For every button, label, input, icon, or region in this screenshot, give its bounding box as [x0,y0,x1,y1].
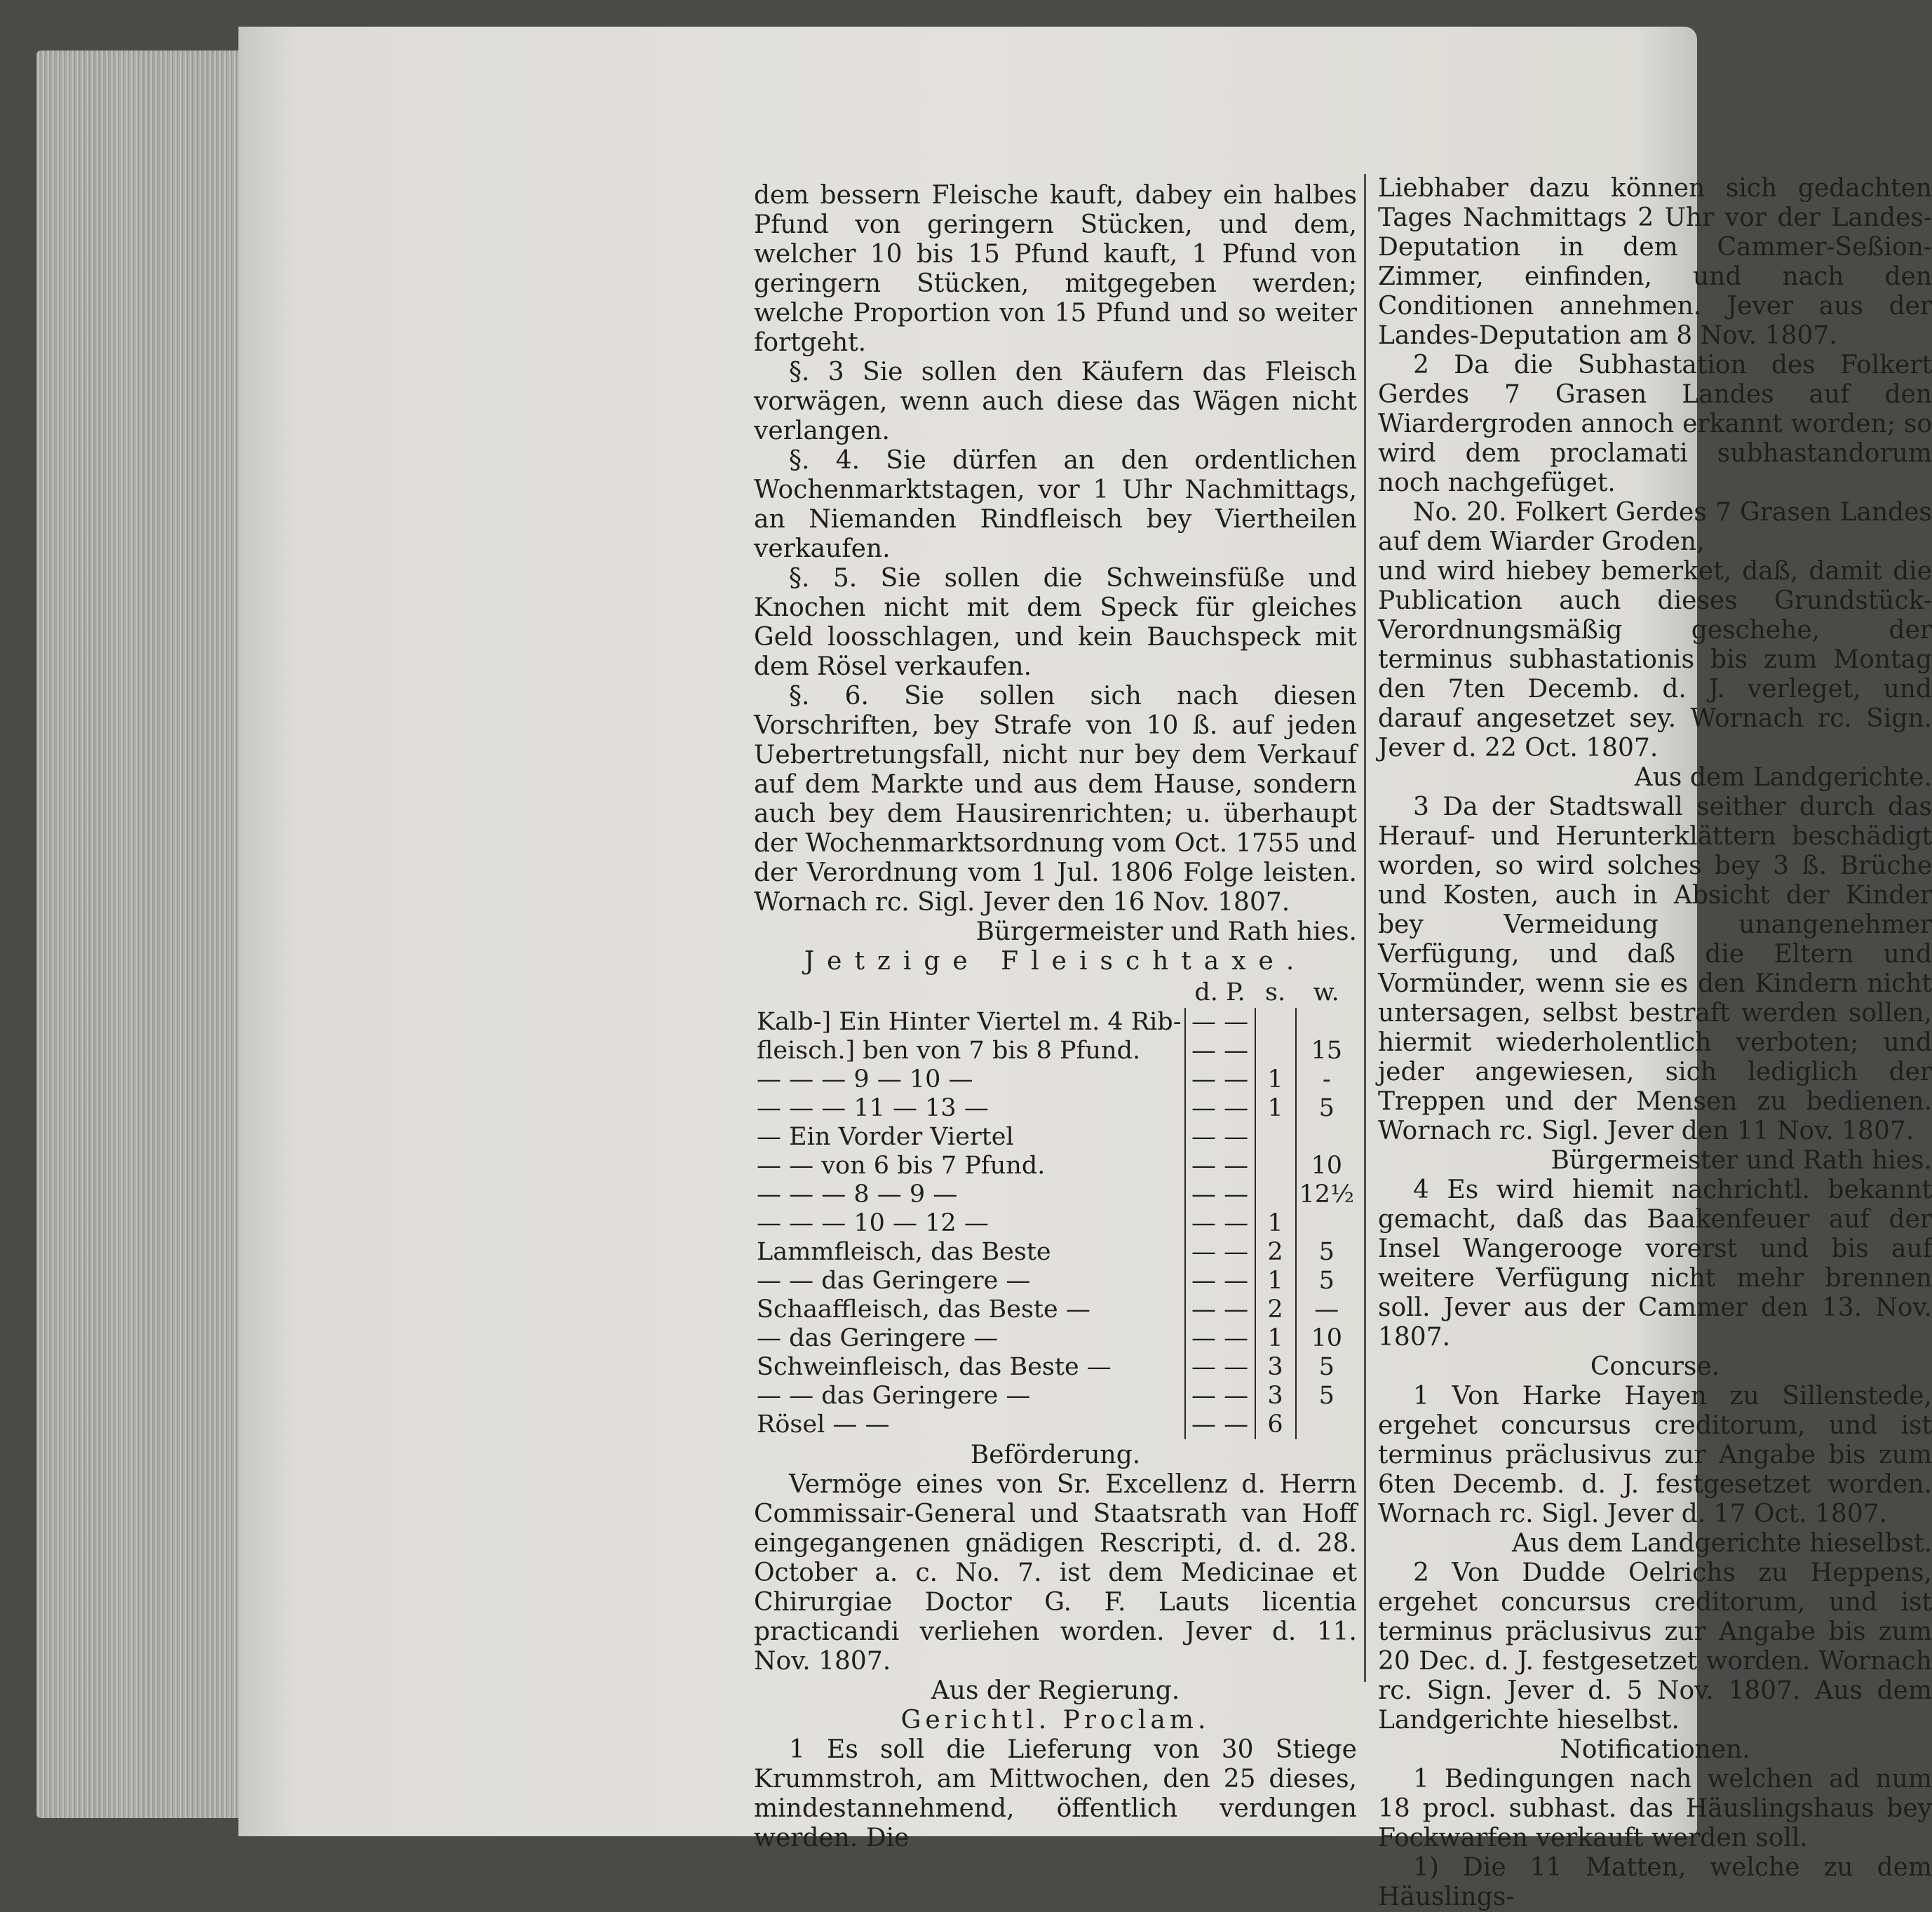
tax-header-w: w. [1313,978,1339,1007]
tax-row-w: 10 [1296,1324,1357,1353]
tax-row-s [1255,1180,1296,1209]
tax-row-w: — [1296,1295,1357,1324]
tax-row-dp: — — [1185,1267,1255,1295]
book-page-edges [36,51,255,1818]
tax-row-w: 5 [1296,1267,1357,1295]
befoerderung-text: Vermöge eines von Sr. Excellenz d. Herrn Commissair-General und Staatsrath van Hoff eingegangenen gnädigen Rescripti, d. d. 28. October a. c. No. 7. ist dem Medicinae et Chirurgiae Doctor G. F. Lauts licentia practicandi verliehen worden. Jever d. 11. Nov. 1807. [754,1470,1357,1676]
tax-row-s: 1 [1255,1065,1296,1094]
tax-row-label: — Ein Vorder Viertel [757,1123,1014,1151]
paragraph-notification-1: 1 Bedingungen nach welchen ad num 18 procl. subhast. das Häuslingshaus bey Fockwarfen verkauft werden soll. [1378,1765,1932,1852]
paragraph-no20: No. 20. Folkert Gerdes 7 Grasen Landes auf dem Wiarder Groden, [1378,498,1932,556]
regierung-signature: Aus der Regierung. [931,1676,1180,1705]
paragraph-section-3: §. 3 Sie sollen den Käufern das Fleisch vorwägen, wenn auch diese das Wägen nicht verlangen. [754,358,1357,445]
meat-tax-table [754,978,1357,1439]
tax-row-s [1255,1123,1296,1152]
paragraph-notification-1a: 1) Die 11 Matten, welche zu dem Häuslings- [1378,1853,1932,1911]
tax-row [754,1152,1357,1180]
tax-row-w: 12½ [1296,1180,1357,1209]
tax-row-w: 5 [1296,1094,1357,1123]
tax-row-label: Lammfleisch, das Beste [757,1238,1051,1266]
tax-row-s: 3 [1255,1382,1296,1411]
tax-row-dp: — — [1185,1209,1255,1238]
tax-row [754,1180,1357,1209]
tax-row-w [1296,1411,1357,1439]
tax-row-label: Rösel — — [757,1411,890,1439]
paragraph-section-6: §. 6. Sie sollen sich nach diesen Vorschriften, bey Strafe von 10 ß. auf jeden Uebertretungsfall, nicht nur bey dem Verkauf auf dem Markte und aus dem Hause, sondern auch bey dem Hausirenrichten; u. überhaupt der Wochenmarktsordnung vom Oct. 1755 und der Verordnung vom 1 Jul. 1806 Folge leisten. Wornach rc. Sigl. Jever den 16 Nov. 1807. [754,682,1357,917]
tax-header-dp: d. P. [1194,978,1245,1007]
tax-row [754,1123,1357,1152]
tax-row-w [1296,1209,1357,1238]
paragraph-baakenfeuer: 4 Es wird hiemit nachrichtl. bekannt gemacht, daß das Baakenfeuer auf der Insel Wangerooge vorerst und bis auf weitere Verfügung nicht mehr brennen soll. Jever aus der Cammer den 13. Nov. 1807. [1378,1176,1932,1352]
book-page [238,27,1932,1911]
tax-header-s: s. [1264,978,1286,1007]
tax-header-row [754,978,1357,1008]
tax-title: Jetzige Fleischtaxe. [804,947,1307,976]
tax-row-dp: — — [1185,1353,1255,1382]
tax-row-label: — — — 10 — 12 — [757,1209,989,1237]
tax-row-w: 5 [1296,1353,1357,1382]
tax-row-dp: — — [1185,1324,1255,1353]
tax-row-w [1296,1123,1357,1152]
tax-row-w [1296,1008,1357,1037]
tax-row [754,1008,1357,1037]
signature-rath: Bürgermeister und Rath hies. [1551,1146,1932,1175]
tax-row-dp: — — [1185,1238,1255,1267]
tax-row-dp: — — [1185,1037,1255,1065]
tax-row-s: 2 [1255,1295,1296,1324]
right-column [1378,174,1932,1912]
tax-row [754,1267,1357,1295]
befoerderung-title: Beförderung. [970,1441,1141,1469]
tax-row [754,1037,1357,1065]
tax-row-s: 2 [1255,1238,1296,1267]
proclam-title: Gerichtl. Proclam. [900,1706,1210,1735]
tax-row-label: — — das Geringere — [757,1382,1031,1410]
tax-header-label [754,978,1185,1008]
tax-row-label: — — — 9 — 10 — [757,1065,973,1093]
tax-row-s: 1 [1255,1209,1296,1238]
tax-row-s: 6 [1255,1411,1296,1439]
tax-row-dp: — — [1185,1152,1255,1180]
paragraph-section-4: §. 4. Sie dürfen an den ordentlichen Wochenmarktstagen, vor 1 Uhr Nachmittags, an Niemanden Rindfleisch bey Viertheilen verkaufen. [754,446,1357,563]
tax-row-s [1255,1008,1296,1037]
tax-row-label: — — — 11 — 13 — [757,1094,989,1122]
tax-row [754,1209,1357,1238]
tax-row-w: - [1296,1065,1357,1094]
tax-row-dp: — — [1185,1382,1255,1411]
signature-buergermeister: Bürgermeister und Rath hies. [975,917,1357,946]
column-divider [1364,174,1366,1682]
tax-row [754,1382,1357,1411]
tax-row [754,1238,1357,1267]
paragraph-concurs-1: 1 Von Harke Hayen zu Sillenstede, ergehet concursus creditorum, und ist terminus präclusivus zur Angabe bis zum 6ten Decemb. d. J. festgesetzet worden. Wornach rc. Sigl. Jever d. 17 Oct. 1807. [1378,1382,1932,1528]
tax-row-label: — das Geringere — [757,1324,999,1352]
tax-row-label: fleisch.] ben von 7 bis 8 Pfund. [757,1037,1141,1065]
tax-row [754,1065,1357,1094]
tax-row [754,1295,1357,1324]
tax-row-w: 10 [1296,1152,1357,1180]
tax-row-dp: — — [1185,1065,1255,1094]
tax-row [754,1353,1357,1382]
notificationen-title: Notificationen. [1560,1735,1750,1764]
tax-row-s: 1 [1255,1094,1296,1123]
concurse-title: Concurse. [1590,1352,1720,1381]
tax-row-label: Schweinfleisch, das Beste — [757,1353,1112,1381]
tax-row-label: — — — 8 — 9 — [757,1180,958,1209]
tax-row-label: Schaaffleisch, das Beste — [757,1295,1090,1324]
signature-landgericht: Aus dem Landgerichte. [1634,763,1932,792]
tax-row-s: 1 [1255,1267,1296,1295]
tax-row-dp: — — [1185,1008,1255,1037]
tax-row-label: Kalb-] Ein Hinter Viertel m. 4 Rib- [757,1008,1182,1036]
tax-row-label: — — von 6 bis 7 Pfund. [757,1152,1046,1180]
tax-row-dp: — — [1185,1295,1255,1324]
paragraph-concurs-2: 2 Von Dudde Oelrichs zu Heppens, ergehet concursus creditorum, und ist terminus präclusivus zur Angabe bis zum 20 Dec. d. J. festgesetzet worden. Wornach rc. Sign. Jever d. 5 Nov. 1807. Aus dem Landgerichte hieselbst. [1378,1558,1932,1735]
tax-row-s [1255,1152,1296,1180]
tax-row-s: 3 [1255,1353,1296,1382]
paragraph-publication: und wird hiebey bemerket, daß, damit die Publication auch dieses Grundstück-Verordnungsmäßig geschehe, der terminus subhastationis bis zum Montag den 7ten Decemb. d. J. verleget, und darauf angesetzet sey. Wornach rc. Sign. Jever d. 22 Oct. 1807. [1378,557,1932,762]
left-column [754,181,1357,1853]
proclam-text: 1 Es soll die Lieferung von 30 Stiege Krummstroh, am Mittwochen, den 25 dieses, mindestannehmend, öffentlich verdungen werden. Die [754,1735,1357,1852]
tax-row-dp: — — [1185,1094,1255,1123]
tax-row-dp: — — [1185,1411,1255,1439]
tax-row [754,1411,1357,1439]
paragraph-stadtswall: 3 Da der Stadtswall seither durch das Herauf- und Herunterklättern beschädigt worden, so wird solches bey 3 ß. Brüche und Kosten, auch in Absicht der Kinder bey Vermeidung unangenehmer Verfügung, und daß die Eltern und Vormünder, wenn sie es den Kindern nicht untersagen, selbst bestraft werden sollen, hiermit wiederholentlich verboten; und jeder angewiesen, sich lediglich der Treppen und der Mensen zu bedienen. Wornach rc. Sigl. Jever den 11 Nov. 1807. [1378,793,1932,1145]
tax-row-w: 15 [1296,1037,1357,1065]
paragraph-subhastation: 2 Da die Subhastation des Folkert Gerdes 7 Grasen Landes auf den Wiardergroden annoch erkannt worden; so wird dem proclamati subhastandorum noch nachgefüget. [1378,351,1932,497]
tax-row-dp: — — [1185,1123,1255,1152]
paragraph-intro: dem bessern Fleische kauft, dabey ein halbes Pfund von geringern Stücken, und dem, welcher 10 bis 15 Pfund kauft, 1 Pfund von geringern Stücken, mitgegeben werden; welche Proportion von 15 Pfund und so weiter fortgeht. [754,181,1357,357]
tax-row [754,1094,1357,1123]
tax-row-dp: — — [1185,1180,1255,1209]
signature-landgericht-hieselbst: Aus dem Landgerichte hieselbst. [1512,1529,1932,1558]
tax-row-w: 5 [1296,1382,1357,1411]
tax-row [754,1324,1357,1353]
tax-row-s: 1 [1255,1324,1296,1353]
paragraph-section-5: §. 5. Sie sollen die Schweinsfüße und Knochen nicht mit dem Speck für gleiches Geld loosschlagen, und kein Bauchspeck mit dem Rösel verkaufen. [754,564,1357,681]
paragraph-continuation: Liebhaber dazu können sich gedachten Tages Nachmittags 2 Uhr vor der Landes-Deputation in dem Cammer-Seßion-Zimmer, einfinden, und nach den Conditionen annehmen. Jever aus der Landes-Deputation am 8 Nov. 1807. [1378,174,1932,350]
tax-row-s [1255,1037,1296,1065]
tax-row-w: 5 [1296,1238,1357,1267]
tax-row-label: — — das Geringere — [757,1267,1031,1295]
